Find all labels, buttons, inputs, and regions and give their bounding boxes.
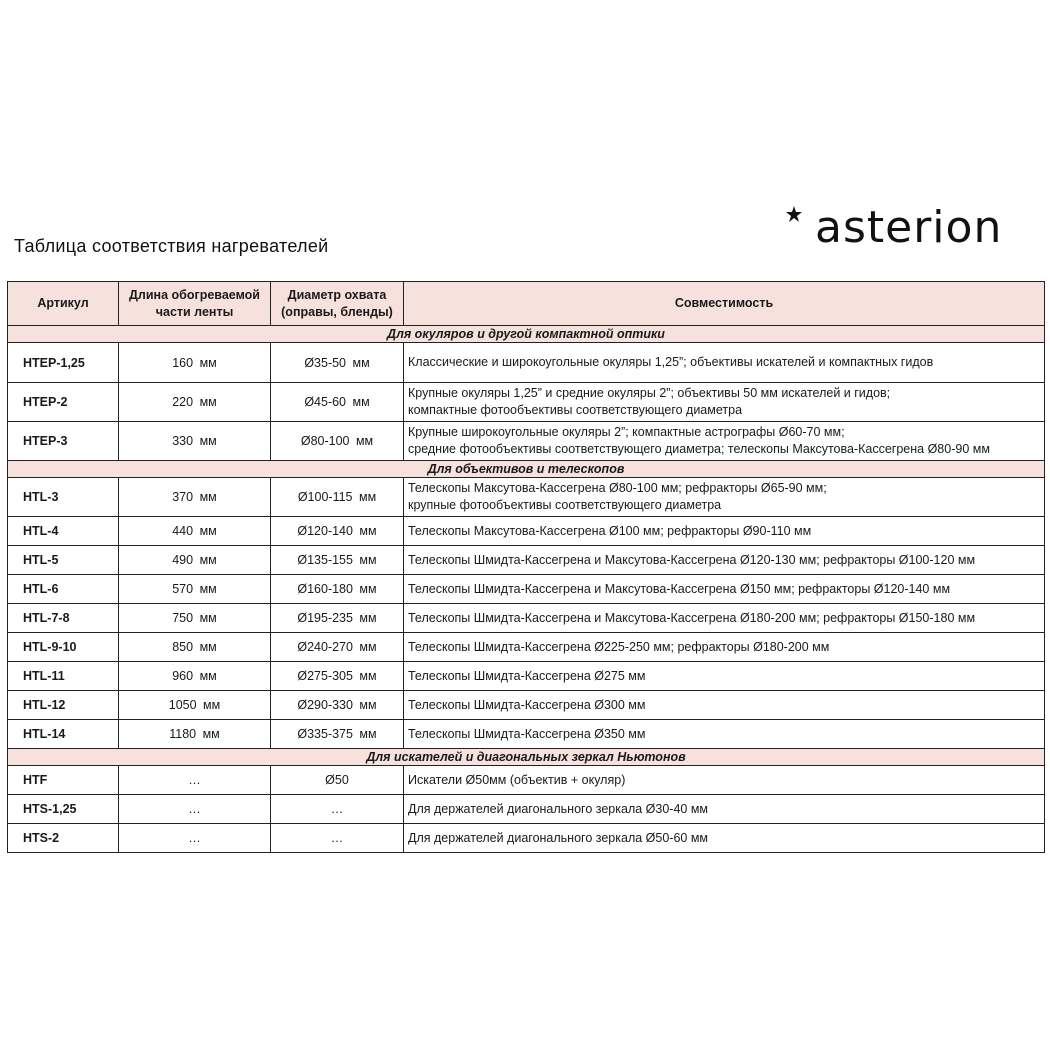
cell-code: HTL-3 <box>8 478 119 517</box>
compat-line: Телескопы Максутова-Кассегрена Ø80-100 мм; рефракторы Ø65-90 мм; <box>408 481 827 495</box>
section-row <box>8 749 1045 766</box>
cell-diameter: Ø35-50 мм <box>271 343 404 383</box>
cell-diameter: Ø100-115 мм <box>271 478 404 517</box>
cell-length: 440 мм <box>119 517 271 546</box>
cell-compat <box>404 422 1045 461</box>
cell-length: … <box>119 766 271 795</box>
cell-diameter: Ø50 <box>271 766 404 795</box>
cell-length: 490 мм <box>119 546 271 575</box>
cell-diameter: Ø240-270 мм <box>271 633 404 662</box>
cell-diameter: … <box>271 824 404 853</box>
table-row <box>8 633 1045 662</box>
cell-diameter: Ø120-140 мм <box>271 517 404 546</box>
cell-diameter: Ø290-330 мм <box>271 691 404 720</box>
cell-length: … <box>119 824 271 853</box>
cell-length: 850 мм <box>119 633 271 662</box>
page-title: Таблица соответствия нагревателей <box>14 236 329 256</box>
cell-compat <box>404 478 1045 517</box>
table-row <box>8 575 1045 604</box>
cell-code: HTL-4 <box>8 517 119 546</box>
cell-code: HTL-9-10 <box>8 633 119 662</box>
cell-length: 960 мм <box>119 662 271 691</box>
table-row <box>8 546 1045 575</box>
cell-code: HTL-12 <box>8 691 119 720</box>
cell-diameter: Ø275-305 мм <box>271 662 404 691</box>
compat-line-2: крупные фотообъективы соответствующего диаметра <box>408 498 722 512</box>
table-row <box>8 720 1045 749</box>
compat-line: Крупные окуляры 1,25” и средние окуляры 2”; объективы 50 мм искателей и гидов; <box>408 386 891 400</box>
section-row <box>8 326 1045 343</box>
cell-code: HTEP-3 <box>8 422 119 461</box>
cell-compat: Телескопы Шмидта-Кассегрена Ø225-250 мм; рефракторы Ø180-200 мм <box>404 633 1045 662</box>
cell-length: 220 мм <box>119 383 271 422</box>
cell-compat: Телескопы Шмидта-Кассегрена Ø275 мм <box>404 662 1045 691</box>
table-row <box>8 383 1045 422</box>
cell-code: HTEP-2 <box>8 383 119 422</box>
cell-code: HTEP-1,25 <box>8 343 119 383</box>
cell-code: HTL-14 <box>8 720 119 749</box>
cell-compat <box>404 343 1045 383</box>
cell-length: 1050 мм <box>119 691 271 720</box>
table-row <box>8 422 1045 461</box>
table-row <box>8 662 1045 691</box>
table-row <box>8 795 1045 824</box>
cell-code: HTS-1,25 <box>8 795 119 824</box>
cell-compat: Для держателей диагонального зеркала Ø50-60 мм <box>404 824 1045 853</box>
cell-code: HTF <box>8 766 119 795</box>
cell-compat: Телескопы Максутова-Кассегрена Ø100 мм; рефракторы Ø90-110 мм <box>404 517 1045 546</box>
cell-length: 160 мм <box>119 343 271 383</box>
brand-logo <box>778 200 1038 270</box>
header-length: Длина обогреваемой части ленты <box>119 282 271 326</box>
cell-compat: Телескопы Шмидта-Кассегрена и Максутова-Кассегрена Ø150 мм; рефракторы Ø120-140 мм <box>404 575 1045 604</box>
cell-compat: Для держателей диагонального зеркала Ø30-40 мм <box>404 795 1045 824</box>
table-row <box>8 766 1045 795</box>
compat-line-2: компактные фотообъективы соответствующего диаметра <box>408 403 743 417</box>
cell-code: HTL-7-8 <box>8 604 119 633</box>
cell-compat: Телескопы Шмидта-Кассегрена и Максутова-Кассегрена Ø120-130 мм; рефракторы Ø100-120 мм <box>404 546 1045 575</box>
cell-compat: Телескопы Шмидта-Кассегрена Ø300 мм <box>404 691 1045 720</box>
cell-diameter: Ø160-180 мм <box>271 575 404 604</box>
compat-line: Крупные широкоугольные окуляры 2”; компактные астрографы Ø60-70 мм; <box>408 425 845 439</box>
cell-compat: Телескопы Шмидта-Кассегрена и Максутова-Кассегрена Ø180-200 мм; рефракторы Ø150-180 мм <box>404 604 1045 633</box>
heaters-table <box>7 281 1045 853</box>
header-diameter: Диаметр охвата (оправы, бленды) <box>271 282 404 326</box>
cell-length: 570 мм <box>119 575 271 604</box>
table-row <box>8 824 1045 853</box>
cell-diameter: Ø135-155 мм <box>271 546 404 575</box>
section-row <box>8 461 1045 478</box>
section-title: Для окуляров и другой компактной оптики <box>8 326 1045 343</box>
cell-length: 1180 мм <box>119 720 271 749</box>
cell-code: HTL-6 <box>8 575 119 604</box>
cell-length: 370 мм <box>119 478 271 517</box>
table-row <box>8 478 1045 517</box>
section-title: Для искателей и диагональных зеркал Ньютонов <box>8 749 1045 766</box>
compat-line-2: средние фотообъективы соответствующего диаметра; телескопы Максутова-Кассегрена Ø80-90 мм <box>408 442 990 456</box>
table-body <box>8 326 1045 853</box>
cell-diameter: Ø45-60 мм <box>271 383 404 422</box>
table-row <box>8 343 1045 383</box>
cell-length: 330 мм <box>119 422 271 461</box>
cell-length: … <box>119 795 271 824</box>
cell-code: HTS-2 <box>8 824 119 853</box>
cell-diameter: … <box>271 795 404 824</box>
compat-line: Классические и широкоугольные окуляры 1,25”; объективы искателей и компактных гидов <box>408 355 934 369</box>
cell-code: HTL-11 <box>8 662 119 691</box>
table-header-row <box>8 282 1045 326</box>
cell-length: 750 мм <box>119 604 271 633</box>
table-row <box>8 604 1045 633</box>
cell-diameter: Ø80-100 мм <box>271 422 404 461</box>
table-row <box>8 691 1045 720</box>
cell-compat <box>404 383 1045 422</box>
section-title: Для объективов и телескопов <box>8 461 1045 478</box>
table-row <box>8 517 1045 546</box>
cell-compat: Искатели Ø50мм (объектив + окуляр) <box>404 766 1045 795</box>
logo-text: asterion <box>815 202 1003 253</box>
header-code: Артикул <box>8 282 119 326</box>
cell-diameter: Ø195-235 мм <box>271 604 404 633</box>
header-compat: Совместимость <box>404 282 1045 326</box>
cell-compat: Телескопы Шмидта-Кассегрена Ø350 мм <box>404 720 1045 749</box>
cell-code: HTL-5 <box>8 546 119 575</box>
cell-diameter: Ø335-375 мм <box>271 720 404 749</box>
